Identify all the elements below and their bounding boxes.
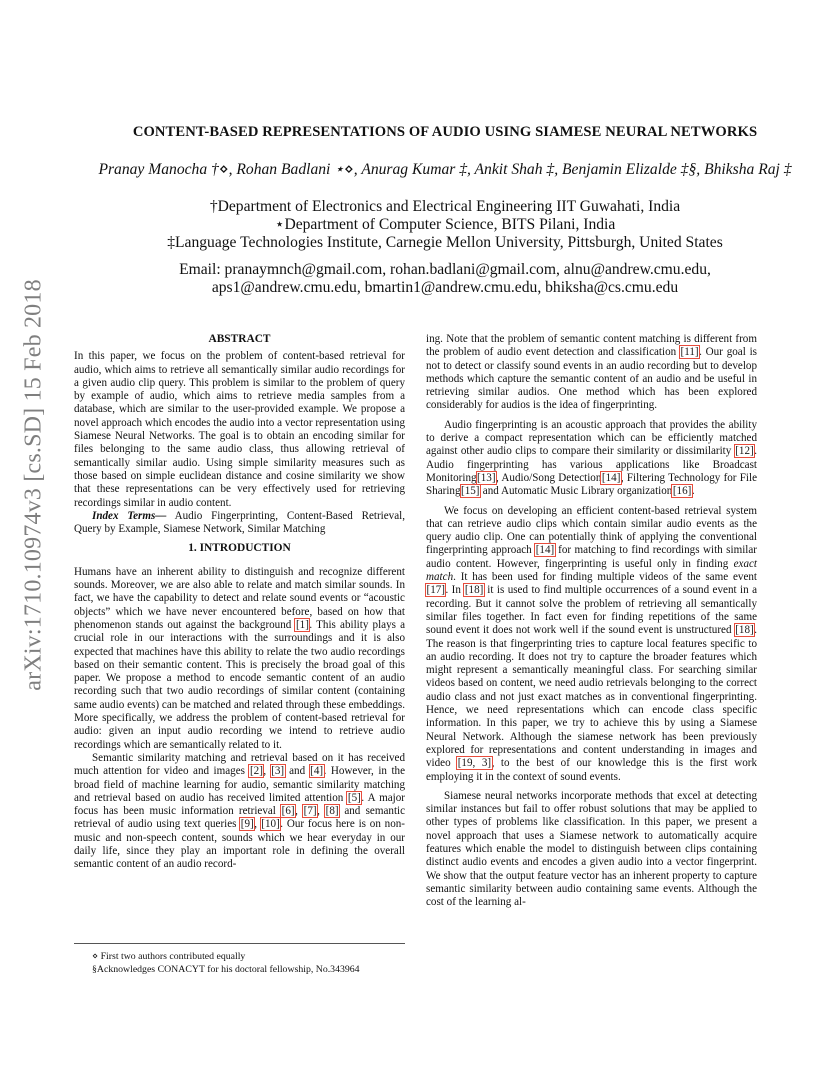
author-list: Pranay Manocha †⋄, Rohan Badlani ⋆⋄, Anurag Kumar ‡, Ankit Shah ‡, Benjamin Elizalde ‡§, Bhiksha Raj ‡ <box>98 161 792 178</box>
email-block <box>60 261 828 297</box>
index-terms-text: Audio Fingerprinting, Content-Based Retrieval, Query by Example, Siamese Network, Similar Matching <box>74 509 405 536</box>
citation-link[interactable]: [2] <box>249 765 263 778</box>
paper-title: CONTENT-BASED REPRESENTATIONS OF AUDIO USING SIAMESE NEURAL NETWORKS <box>132 124 758 140</box>
right-paragraph-1: Audio fingerprinting is an acoustic approach that provides the ability to derive a compact representation which can be efficiently matched against other audio clips to compare their similarity or dissimilarity [12]. Audio fingerprinting has various applications like Broadcast Monitoring[13], Audio/Song Detection[14], Filtering Technology for File Sharing[15] and Automatic Music Library organization[16]. <box>426 418 757 498</box>
abstract-text: In this paper, we focus on the problem of content-based retrieval for audio, which aims to retrieve all semantically similar audio recordings for a given audio clip query. This problem is similar to the problem of query by example of audio, which aims to retrieve media samples from a database, which are similar to the user-provided example. We propose a novel approach which encodes the audio into a vector representation using Siamese Neural Networks. The goal is to obtain an encoding similar for files belonging to the same audio class, thus allowing retrieval of semantically similar audio. Using simple similarity measures such as those based on simple euclidean distance and cosine similarity we show that these representations can be very effectively used for retrieving recordings similar in audio content. <box>74 350 405 509</box>
affiliation-bits: ⋆Department of Computer Science, BITS Pilani, India <box>274 216 616 233</box>
index-terms <box>74 510 405 537</box>
citation-link[interactable]: [12] <box>735 445 754 458</box>
citation-link[interactable]: [5] <box>347 791 361 804</box>
affiliations <box>60 198 828 252</box>
citation-link[interactable]: [6] <box>281 805 295 818</box>
citation-link[interactable]: [17] <box>426 584 445 597</box>
citation-link[interactable]: [3] <box>271 765 285 778</box>
intro-paragraph-2: Semantic similarity matching and retrieval based on it has received much attention for video and images [2], [3] and [4]. However, in the broad field of machine learning for audio, semantic similarity matching and retrieval based on audio has received limited attention [5]. A major focus has been music information retrieval [6], [7], [8] and semantic retrieval of audio using text queries [9], [10]. Our focus here is on non-music and non-speech content, sounds which we hear everyday in our daily life, since they play an important role in defining the overall semantic content of an audio record- <box>74 751 406 871</box>
citation-link[interactable]: [8] <box>325 805 339 818</box>
right-paragraph-0: ing. Note that the problem of semantic content matching is different from the problem of audio event detection and classification [11]. Our goal is not to detect or classify sound events in an audio recording but to develop methods which capture the semantic content of an audio and be useful in retrieving similar audios. One method which has been explored considerably for audios is the idea of fingerprinting. <box>426 333 757 412</box>
emphasis-exact-match: exact match <box>426 557 757 584</box>
citation-link[interactable]: [19, 3] <box>457 757 492 770</box>
right-paragraph-2: We focus on developing an efficient content-based retrieval system that can retrieve audio clips which contain similar audio events as the query audio clip. One can potentially think of applying the conventional fingerprinting approach [14] for matching to find recordings with similar audio content. However, fingerprinting is useful only in finding exact match. It has been used for finding multiple videos of the same event [17]. In [18] it is used to find multiple occurrences of a sound event in a recording. But it cannot solve the problem of retrieving all semantically similar files together. In fact even for finding repetitions of the same sound event it does not work well if the sound event is unstructured [18]. The reason is that fingerprinting tries to capture local features specific to an audio recording. It does not try to capture the broader features which might represent a semantically meaningful class. For searching similar videos based on content, we need audio retrievals belonging to the correct audio class and not just exact matches as in conventional fingerprinting. Hence, we need representations which can encode class specific information. In this paper, we try to achieve this by using a Siamese Neural Network. Although the siamese network has been previously explored for representations and content understanding in images and video [19, 3], to the best of our knowledge this is the first work employing it in the context of sound events. <box>426 504 757 783</box>
arxiv-stamp <box>14 279 54 691</box>
footnote-equal-contribution: ⋄ First two authors contributed equally <box>92 951 246 962</box>
citation-link[interactable]: [16] <box>672 485 692 498</box>
right-paragraph-3: Siamese neural networks incorporate methods that excel at detecting similar instances but fail to offer robust solutions that may be applied to other types of problems like classification. In this paper, we present a novel approach that uses a Siamese network to automatically acquire features which enable the model to distinguish between clips containing distinct audio events and encodes a given audio into a vector fingerprint. We show that the output feature vector has an inherent property to capture semantic similarity between audio containing same events. Although the cost of the learning al- <box>426 789 757 909</box>
introduction-heading: 1. INTRODUCTION <box>188 542 291 555</box>
citation-link[interactable]: [18] <box>735 624 754 637</box>
citation-link[interactable]: [14] <box>601 471 621 484</box>
intro-paragraph-1: Humans have an inherent ability to distinguish and recognize different sounds. Moreover, we are also able to relate and match similar sounds. In fact, we have the capability to detect and relate sound events or “acoustic objects” which we have never encountered before, based on how that phenomenon stands out against the background [1]. This ability plays a crucial role in our interactions with the surroundings and it is also expected that machines have this ability to relate the two audio recordings based on their semantic content. This is precisely the broad goal of this paper. We propose a method to encode semantic content of an audio recording such that two audio recordings of similar content (containing same audio events) can be matched and related through these embeddings. More specifically, we address the problem of content-based retrieval for audio: given an input audio recording we intend to retrieve audio recordings which are semantically related to it. <box>74 565 406 751</box>
index-terms-label: Index Terms— <box>92 509 167 522</box>
citation-link[interactable]: [10] <box>261 818 280 831</box>
affiliation-cmu: ‡Language Technologies Institute, Carnegie Mellon University, Pittsburgh, United States <box>167 234 723 251</box>
footnote-acknowledgement: §Acknowledges CONACYT for his doctoral fellowship, No.343964 <box>92 964 360 975</box>
citation-link[interactable]: [18] <box>464 584 484 597</box>
citation-link[interactable]: [1] <box>295 618 309 631</box>
footnotes <box>74 943 405 976</box>
citation-link[interactable]: [14] <box>535 544 555 557</box>
arxiv-identifier: arXiv:1710.10974v3 [cs.SD] 15 Feb 2018 <box>20 279 47 691</box>
left-column <box>74 333 405 872</box>
citation-link[interactable]: [13] <box>477 471 496 484</box>
citation-link[interactable]: [4] <box>310 765 324 778</box>
affiliation-iitg: †Department of Electronics and Electrical Engineering IIT Guwahati, India <box>209 198 681 215</box>
citation-link[interactable]: [11] <box>680 346 699 359</box>
citation-link[interactable]: [15] <box>461 485 480 498</box>
citation-link[interactable]: [7] <box>303 805 317 818</box>
citation-link[interactable]: [9] <box>240 818 254 831</box>
email-line-2: aps1@andrew.cmu.edu, bmartin1@andrew.cmu.edu, bhiksha@cs.cmu.edu <box>211 279 679 296</box>
right-column <box>426 333 757 909</box>
abstract-heading: ABSTRACT <box>208 333 271 345</box>
email-line-1: Email: pranaymnch@gmail.com, rohan.badlani@gmail.com, alnu@andrew.cmu.edu, <box>179 261 711 278</box>
